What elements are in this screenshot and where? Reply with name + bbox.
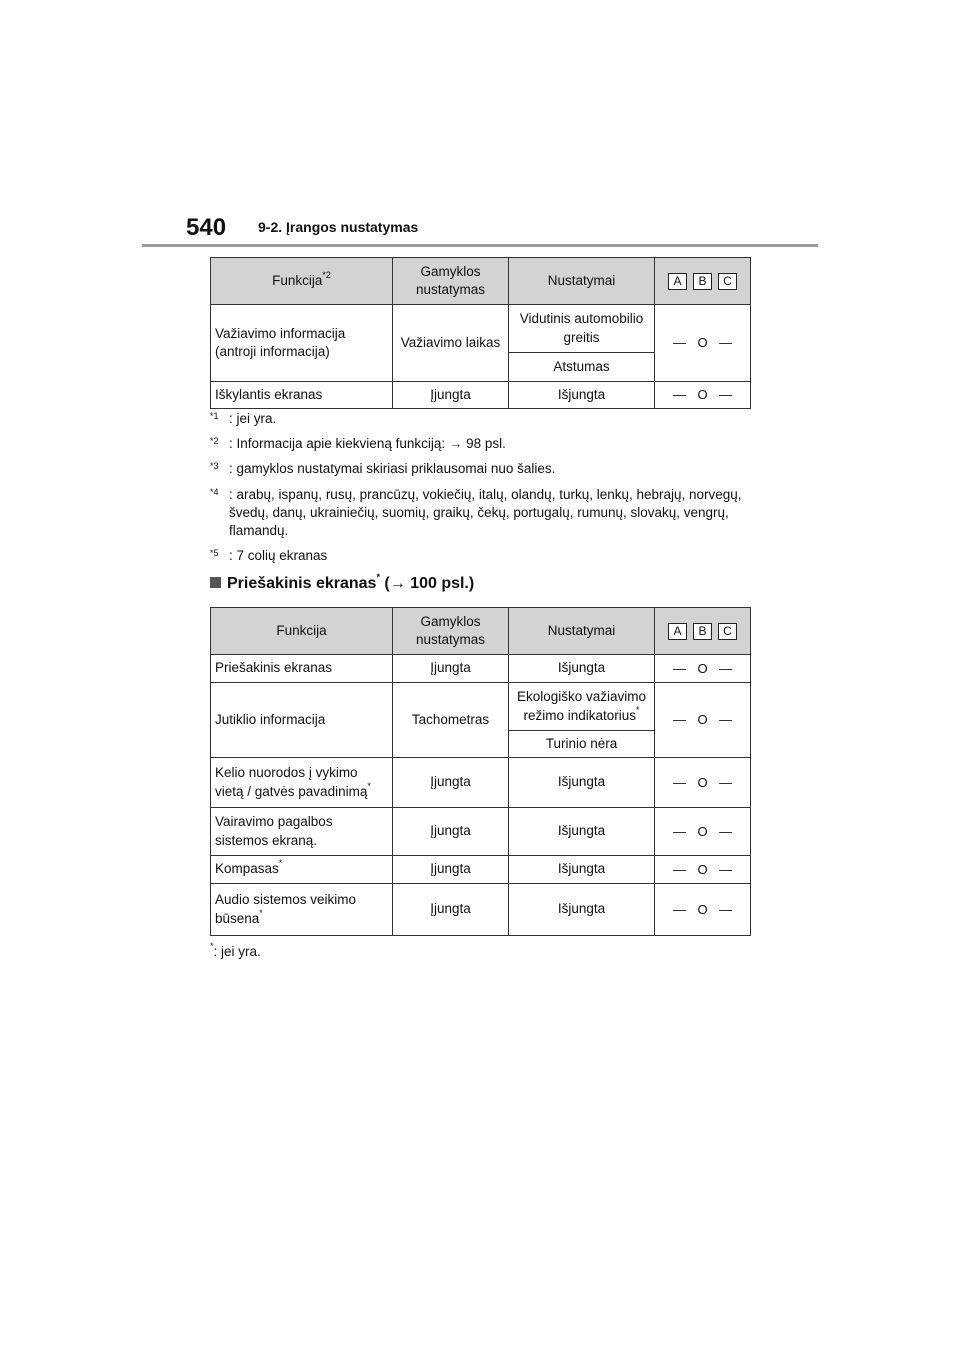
cell-function: Iškylantis ekranas	[211, 382, 393, 409]
key-a-icon: A	[668, 623, 687, 640]
footnote: *1 : jei yra.	[210, 411, 277, 426]
cell-setting: Išjungta	[509, 758, 655, 808]
table-row	[211, 856, 751, 884]
cell-function: Jutiklio informacija	[211, 683, 393, 758]
footnote: *3 : gamyklos nustatymai skiriasi priklausomai nuo šalies.	[210, 461, 556, 477]
header-default: Gamyklos nustatymas	[393, 608, 509, 655]
settings-table-2	[210, 607, 751, 936]
key-c-icon: C	[718, 273, 737, 290]
key-b-icon: B	[693, 273, 712, 290]
table-row	[211, 758, 751, 808]
cell-function: Priešakinis ekranas	[211, 655, 393, 683]
table-row	[211, 655, 751, 683]
cell-default: Įjungta	[393, 655, 509, 683]
cell-function: Kelio nuorodos į vykimo vietą / gatvės pavadinimą*	[211, 758, 393, 808]
cell-default: Įjungta	[393, 856, 509, 884]
cell-abc: — O —	[655, 655, 751, 683]
cell-setting: Turinio nėra	[509, 731, 655, 758]
cell-function: Vairavimo pagalbos sistemos ekraną.	[211, 808, 393, 856]
header-divider	[142, 244, 818, 247]
cell-setting: Išjungta	[509, 856, 655, 884]
table-row	[211, 382, 751, 409]
cell-setting: Atstumas	[509, 353, 655, 382]
cell-default: Važiavimo laikas	[393, 305, 509, 382]
subheading: Priešakinis ekranas* (→ 100 psl.)	[210, 575, 474, 593]
cell-default: Įjungta	[393, 758, 509, 808]
cell-setting: Išjungta	[509, 382, 655, 409]
header-keys	[655, 258, 751, 305]
cell-default: Įjungta	[393, 884, 509, 936]
header-function: Funkcija	[211, 608, 393, 655]
cell-abc: — O —	[655, 382, 751, 409]
page-number: 540	[186, 214, 227, 241]
cell-abc: — O —	[655, 305, 751, 382]
cell-default: Įjungta	[393, 382, 509, 409]
cell-abc: — O —	[655, 856, 751, 884]
settings-table-1	[210, 257, 751, 409]
header-function: Funkcija$^{*2}$	[211, 258, 393, 305]
footnote: *2 : Informacija apie kiekvieną funkciją: → 98 psl.	[210, 436, 506, 452]
cell-setting: Ekologiško važiavimo režimo indikatorius*	[509, 683, 655, 731]
cell-abc: — O —	[655, 758, 751, 808]
footnote: *4 : arabų, ispanų, rusų, prancūzų, vokiečių, italų, olandų, turkų, lenkų, hebrajų, norvegų, švedų, danų, ukrainiečių, suomių, graikų, čekų, portugalų, rumunų, slovakų, vengrų, flamandų.	[210, 486, 742, 539]
key-a-icon: A	[668, 273, 687, 290]
header-default: Gamyklos nustatymas	[393, 258, 509, 305]
cell-abc: — O —	[655, 683, 751, 758]
header-keys	[655, 608, 751, 655]
header-settings: Nustatymai	[509, 608, 655, 655]
cell-default: Tachometras	[393, 683, 509, 758]
footnote: *5 : 7 colių ekranas	[210, 548, 328, 564]
square-bullet-icon	[210, 577, 221, 588]
table-row	[211, 305, 751, 353]
footnotes	[210, 410, 750, 573]
cell-setting: Išjungta	[509, 808, 655, 856]
footnote-bottom: *: jei yra.	[210, 941, 261, 959]
cell-function: Audio sistemos veikimo būsena*	[211, 884, 393, 936]
table-header-row	[211, 608, 751, 655]
table-row	[211, 683, 751, 731]
table-row	[211, 808, 751, 856]
cell-abc: — O —	[655, 884, 751, 936]
table-row	[211, 884, 751, 936]
key-b-icon: B	[693, 623, 712, 640]
cell-function: Kompasas*	[211, 856, 393, 884]
key-c-icon: C	[718, 623, 737, 640]
cell-default: Įjungta	[393, 808, 509, 856]
cell-setting: Vidutinis automobilio greitis	[509, 305, 655, 353]
cell-setting: Išjungta	[509, 884, 655, 936]
cell-function: Važiavimo informacija (antroji informacija)	[211, 305, 393, 382]
header-settings: Nustatymai	[509, 258, 655, 305]
table-header-row	[211, 258, 751, 305]
cell-setting: Išjungta	[509, 655, 655, 683]
cell-abc: — O —	[655, 808, 751, 856]
section-title: 9-2. Įrangos nustatymas	[258, 219, 419, 235]
